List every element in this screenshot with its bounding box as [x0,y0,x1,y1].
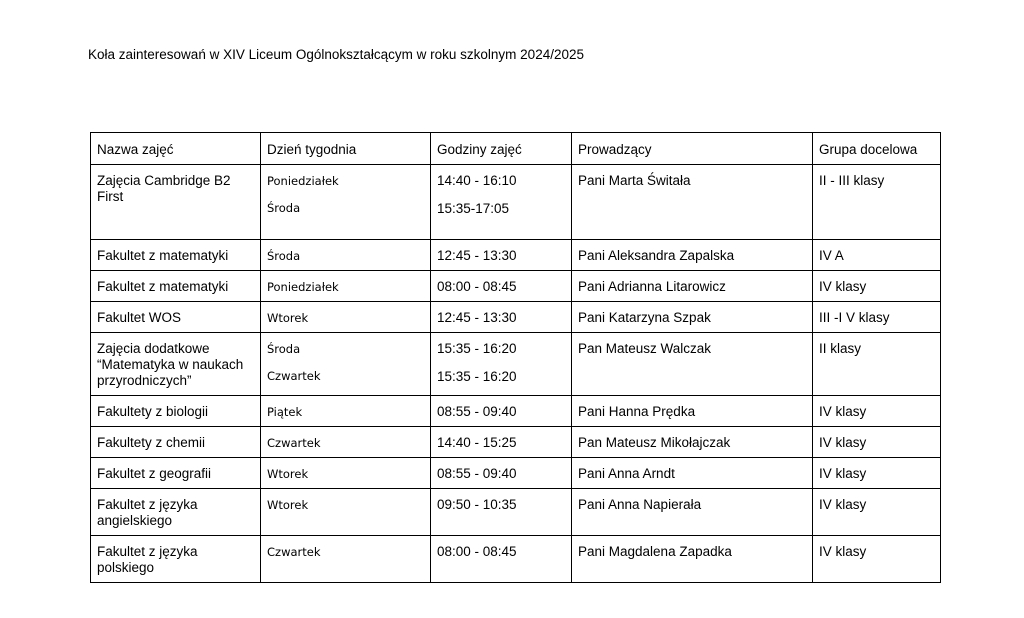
day-value: Czwartek [267,436,321,450]
teacher-cell: Pani Magdalena Zapadka [572,536,813,583]
activity-name-cell: Fakultet z geografii [91,458,261,489]
table-row [91,427,941,458]
day-cell [261,427,431,458]
teacher-cell: Pani Hanna Prędka [572,396,813,427]
table-row [91,333,941,396]
day-value: Wtorek [267,467,309,481]
teacher-cell: Pani Anna Arndt [572,458,813,489]
table-row [91,396,941,427]
day-cell [261,302,431,333]
group-cell: II klasy [813,333,941,396]
teacher-cell: Pani Aleksandra Zapalska [572,240,813,271]
day-cell [261,536,431,583]
table-row [91,458,941,489]
document-title: Koła zainteresowań w XIV Liceum Ogólnokształcącym w roku szkolnym 2024/2025 [88,47,584,62]
table-row [91,240,941,271]
hours-cell [431,271,572,302]
teacher-cell: Pani Marta Świtała [572,165,813,240]
table-row [91,302,941,333]
day-cell [261,271,431,302]
header-group: Grupa docelowa [813,133,941,165]
day-cell [261,458,431,489]
teacher-cell: Pani Adrianna Litarowicz [572,271,813,302]
hours-value: 14:40 - 15:25 [437,435,517,450]
hours-cell [431,427,572,458]
hours-cell [431,396,572,427]
hours-cell [431,302,572,333]
teacher-cell: Pani Anna Napierała [572,489,813,536]
activity-name-cell: Fakultety z chemii [91,427,261,458]
group-cell: IV klasy [813,489,941,536]
hours-value: 09:50 - 10:35 [437,497,517,512]
day-cell [261,333,431,396]
day-cell [261,165,431,240]
day-value: Wtorek [267,498,309,512]
hours-value: 12:45 - 13:30 [437,310,517,325]
group-cell: IV A [813,240,941,271]
activity-name-cell: Zajęcia dodatkowe “Matematyka w naukach przyrodniczych” [91,333,261,396]
header-teacher: Prowadzący [572,133,813,165]
teacher-cell: Pan Mateusz Mikołajczak [572,427,813,458]
hours-cell [431,536,572,583]
day-cell [261,396,431,427]
day-value: Czwartek [267,369,321,383]
hours-value: 15:35 - 16:20 [437,341,517,356]
group-cell: IV klasy [813,271,941,302]
group-cell: IV klasy [813,427,941,458]
day-value: Środa [267,201,301,215]
header-hours: Godziny zajęć [431,133,572,165]
day-value: Poniedziałek [267,174,339,188]
teacher-cell: Pani Katarzyna Szpak [572,302,813,333]
activity-name-cell: Zajęcia Cambridge B2 First [91,165,261,240]
hours-cell [431,333,572,396]
day-value: Środa [267,249,301,263]
header-name: Nazwa zajęć [91,133,261,165]
day-value: Piątek [267,405,303,419]
hours-value: 15:35-17:05 [437,201,510,216]
hours-value: 08:00 - 08:45 [437,544,517,559]
hours-cell [431,165,572,240]
activity-name-cell: Fakultet z języka angielskiego [91,489,261,536]
group-cell: IV klasy [813,458,941,489]
table-row [91,536,941,583]
table-row [91,165,941,240]
activity-name-cell: Fakultet z matematyki [91,240,261,271]
hours-cell [431,489,572,536]
group-cell: IV klasy [813,536,941,583]
day-value: Środa [267,342,301,356]
hours-value: 08:55 - 09:40 [437,404,517,419]
header-day: Dzień tygodnia [261,133,431,165]
hours-value: 08:55 - 09:40 [437,466,517,481]
activity-name-cell: Fakultet z języka polskiego [91,536,261,583]
hours-value: 15:35 - 16:20 [437,369,517,384]
table-row [91,271,941,302]
group-cell: II - III klasy [813,165,941,240]
activity-name-cell: Fakultety z biologii [91,396,261,427]
day-value: Czwartek [267,545,321,559]
table-row [91,489,941,536]
teacher-cell: Pan Mateusz Walczak [572,333,813,396]
header-row [91,133,941,165]
group-cell: III -I V klasy [813,302,941,333]
activity-name-cell: Fakultet WOS [91,302,261,333]
hours-value: 12:45 - 13:30 [437,248,517,263]
schedule-table [90,132,941,583]
table-header [91,133,941,165]
table-body [91,165,941,583]
activity-name-cell: Fakultet z matematyki [91,271,261,302]
hours-value: 08:00 - 08:45 [437,279,517,294]
day-value: Poniedziałek [267,280,339,294]
hours-value: 14:40 - 16:10 [437,173,517,188]
day-value: Wtorek [267,311,309,325]
day-cell [261,240,431,271]
group-cell: IV klasy [813,396,941,427]
day-cell [261,489,431,536]
hours-cell [431,458,572,489]
hours-cell [431,240,572,271]
